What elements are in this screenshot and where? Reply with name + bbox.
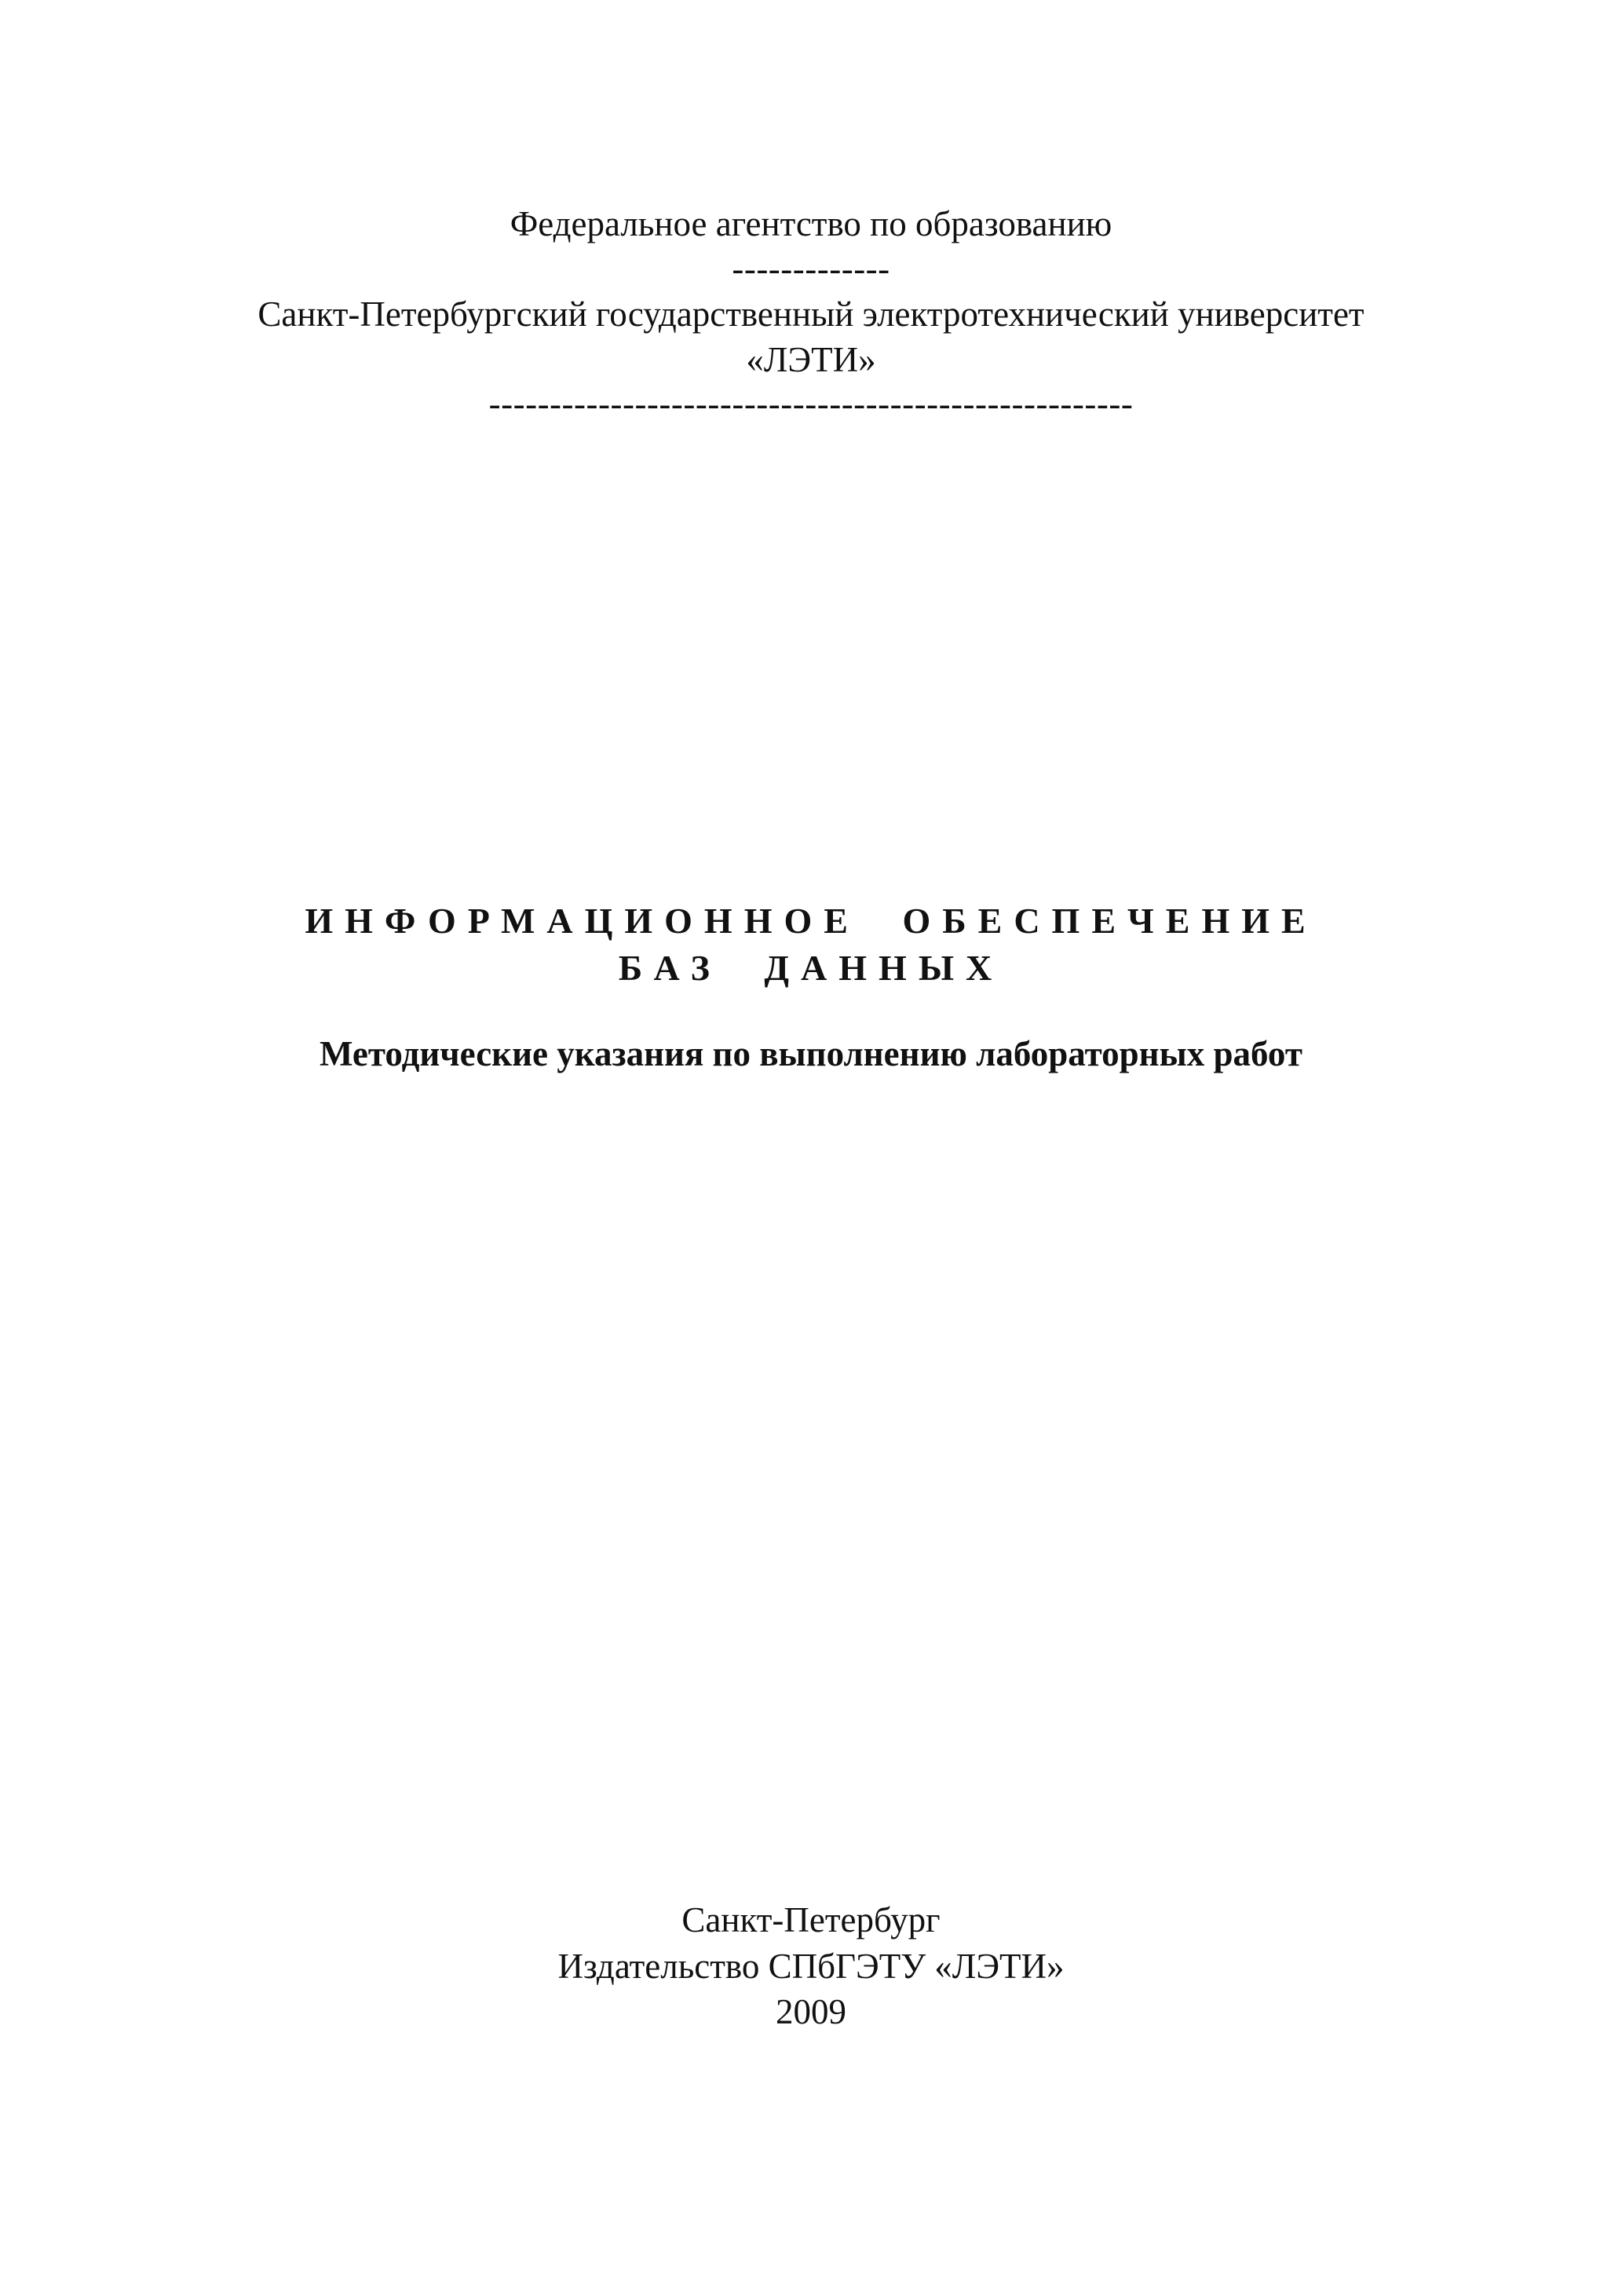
title-line-2: БАЗ ДАННЫХ [618,948,1004,988]
agency-name: Федеральное агентство по образованию [510,204,1112,243]
title-line-1: ИНФОРМАЦИОННОЕ ОБЕСПЕЧЕНИЕ [305,901,1317,941]
publisher: Издательство СПбГЭТУ «ЛЭТИ» [557,1947,1065,1986]
separator-long: ----------------------------------------------------- [488,384,1134,423]
publication-year: 2009 [776,1992,846,2031]
subtitle: Методические указания по выполнению лабораторных работ [320,1034,1302,1073]
separator-short: ------------- [732,249,890,288]
publication-city: Санкт-Петербург [681,1900,941,1940]
university-name: Санкт-Петербургский государственный электротехнический университет [258,294,1364,334]
university-short-name: «ЛЭТИ» [746,340,876,379]
